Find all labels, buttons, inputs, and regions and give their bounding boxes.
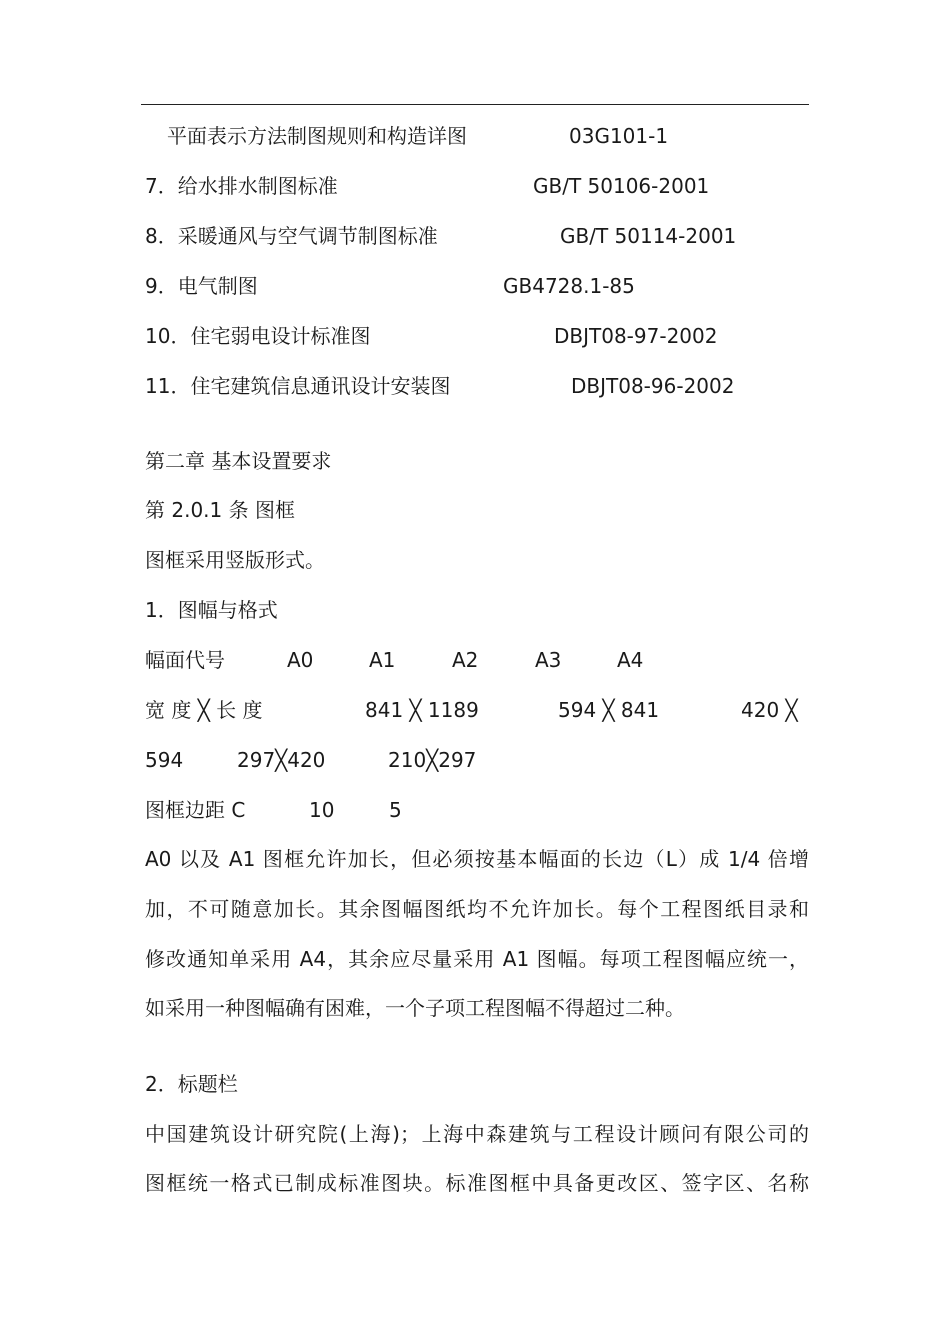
size-dims: 420 ╳ bbox=[741, 698, 798, 722]
paragraph-line: 图框统一格式已制成标准图块。标准图框中具备更改区、签字区、名称 bbox=[145, 1171, 809, 1195]
size-dims: 210╳297 bbox=[388, 748, 477, 772]
size-code: A4 bbox=[617, 648, 644, 672]
chapter-title: 第二章 基本设置要求 bbox=[145, 449, 332, 473]
standard-code: GB4728.1-85 bbox=[503, 274, 635, 298]
paragraph-line: 中国建筑设计研究院(上海)；上海中森建筑与工程设计顾问有限公司的 bbox=[145, 1122, 809, 1146]
size-code: A1 bbox=[369, 648, 396, 672]
standard-name: 9．电气制图 bbox=[145, 274, 258, 298]
header-rule bbox=[141, 104, 809, 105]
section-title: 1．图幅与格式 bbox=[145, 598, 278, 622]
paragraph-line: 加，不可随意加长。其余图幅图纸均不允许加长。每个工程图纸目录和 bbox=[145, 897, 809, 921]
size-dims: 594 ╳ 841 bbox=[558, 698, 660, 722]
standard-name: 7．给水排水制图标准 bbox=[145, 174, 338, 198]
margin-value: 10 bbox=[309, 798, 335, 822]
dims-label: 宽 度 ╳ 长 度 bbox=[145, 698, 263, 722]
standard-code: GB/T 50114-2001 bbox=[560, 224, 737, 248]
size-dims: 297╳420 bbox=[237, 748, 326, 772]
standard-name: 8．采暖通风与空气调节制图标准 bbox=[145, 224, 438, 248]
frame-orientation-text: 图框采用竖版形式。 bbox=[145, 548, 325, 572]
standard-code: DBJT08-97-2002 bbox=[554, 324, 718, 348]
article-title: 第 2.0.1 条 图框 bbox=[145, 498, 295, 522]
size-code-label: 幅面代号 bbox=[145, 648, 225, 672]
standard-code: DBJT08-96-2002 bbox=[571, 374, 735, 398]
paragraph-line: 修改通知单采用 A4，其余应尽量采用 A1 图幅。每项工程图幅应统一， bbox=[145, 947, 809, 971]
size-code: A3 bbox=[535, 648, 562, 672]
paragraph-line: A0 以及 A1 图框允许加长，但必须按基本幅面的长边（L）成 1/4 倍增 bbox=[145, 847, 809, 871]
size-code: A0 bbox=[287, 648, 314, 672]
margin-value: 5 bbox=[389, 798, 402, 822]
size-dims: 594 bbox=[145, 748, 184, 772]
size-dims: 841 ╳ 1189 bbox=[365, 698, 479, 722]
section-title: 2．标题栏 bbox=[145, 1072, 238, 1096]
size-code: A2 bbox=[452, 648, 479, 672]
paragraph-line: 如采用一种图幅确有困难，一个子项工程图幅不得超过二种。 bbox=[145, 996, 685, 1020]
standard-code: 03G101-1 bbox=[569, 124, 669, 148]
margin-label: 图框边距 C bbox=[145, 798, 246, 822]
standard-name: 11．住宅建筑信息通讯设计安装图 bbox=[145, 374, 451, 398]
standard-code: GB/T 50106-2001 bbox=[533, 174, 710, 198]
standard-name: 10．住宅弱电设计标准图 bbox=[145, 324, 371, 348]
standard-name: 平面表示方法制图规则和构造详图 bbox=[167, 124, 467, 148]
